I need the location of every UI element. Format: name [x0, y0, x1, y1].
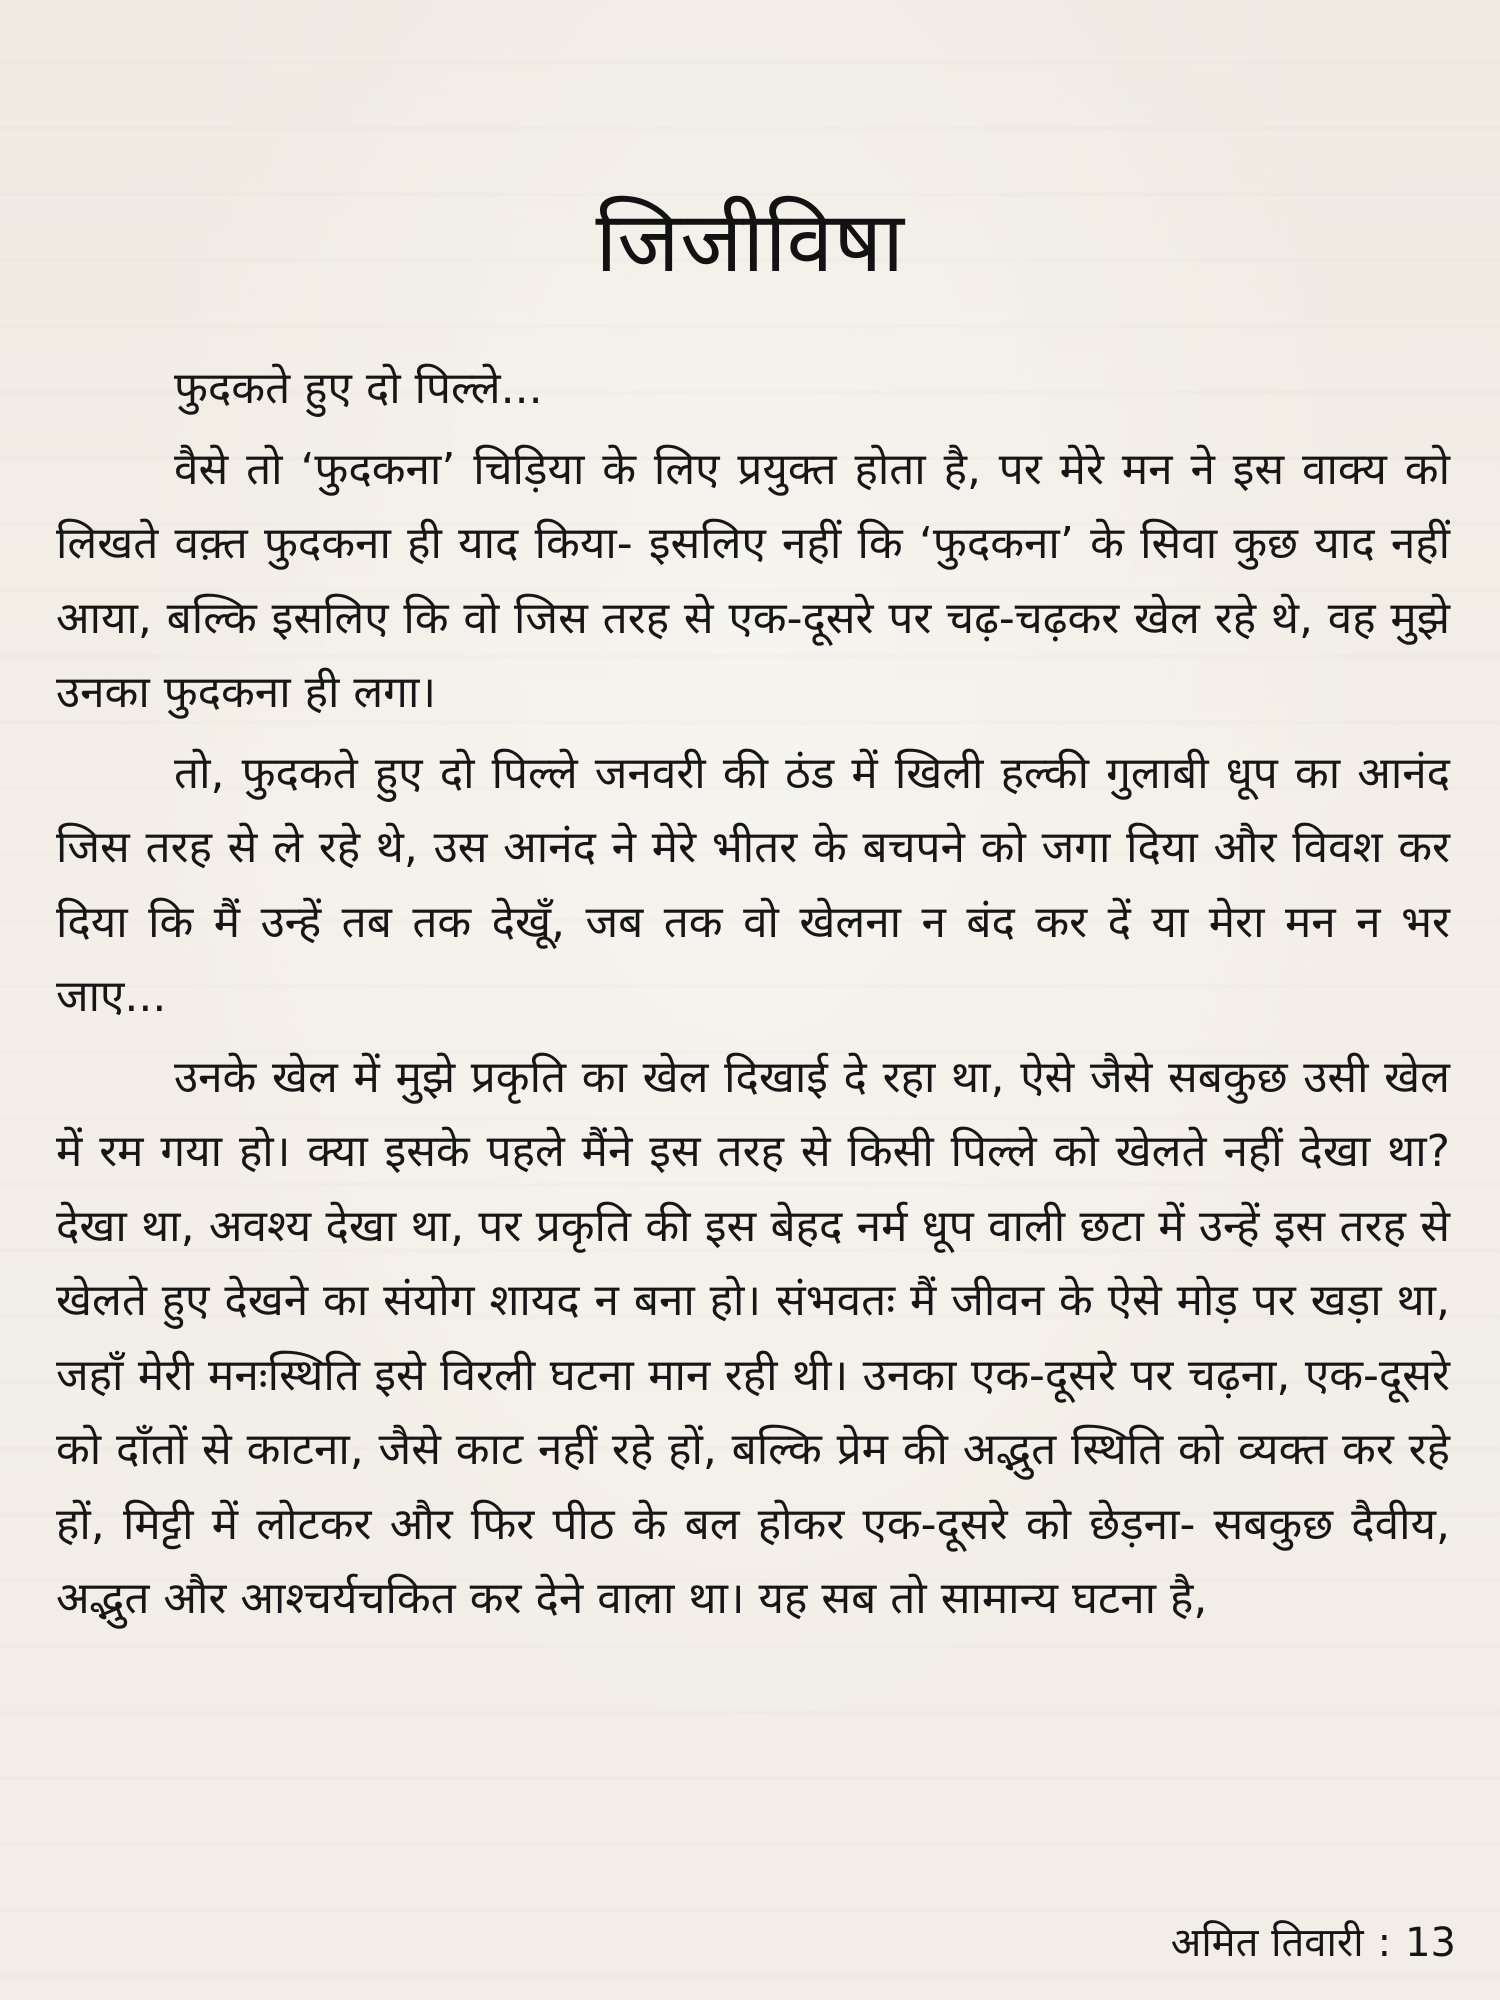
paragraph-2: वैसे तो ‘फुदकना’ चिड़िया के लिए प्रयुक्त होता है, पर मेरे मन ने इस वाक्य को लिखते वक़्त फुदकना ही याद किया- इसलिए नहीं कि ‘फुदकना’ के सिवा कुछ याद नहीं आया, बल्कि इसलिए कि वो जिस तरह से एक-दूसरे पर चढ़-चढ़कर खेल रहे थे, वह मुझे उनका फुदकना ही लगा।: [56, 443, 1450, 718]
chapter-title: जिजीविषा: [595, 193, 905, 292]
paragraph-1: फुदकते हुए दो पिल्ले...: [174, 363, 543, 414]
chapter-body: [56, 352, 1450, 1637]
author-name: अमित तिवारी: [1170, 1920, 1364, 1966]
paragraph-4: उनके खेल में मुझे प्रकृति का खेल दिखाई दे रहा था, ऐसे जैसे सबकुछ उसी खेल में रम गया हो। क्या इसके पहले मैंने इस तरह से किसी पिल्ले को खेलते नहीं देखा था? देखा था, अवश्य देखा था, पर प्रकृति की इस बेहद नर्म धूप वाली छटा में उन्हें इस तरह से खेलते हुए देखने का संयोग शायद न बना हो। संभवतः मैं जीवन के ऐसे मोड़ पर खड़ा था, जहाँ मेरी मनःस्थिति इसे विरली घटना मान रही थी। उनका एक-दूसरे पर चढ़ना, एक-दूसरे को दाँतों से काटना, जैसे काट नहीं रहे हों, बल्कि प्रेम की अद्भुत स्थिति को व्यक्त कर रहे हों, मिट्टी में लोटकर और फिर पीठ के बल होकर एक-दूसरे को छेड़ना- सबकुछ दैवीय, अद्भुत और आश्चर्यचकित कर देने वाला था। यह सब तो सामान्य घटना है,: [56, 1051, 1450, 1624]
page-number: 13: [1405, 1920, 1456, 1966]
page-footer: [1171, 1913, 1456, 1968]
paragraph-3: तो, फुदकते हुए दो पिल्ले जनवरी की ठंड में खिली हल्की गुलाबी धूप का आनंद जिस तरह से ले रहे थे, उस आनंद ने मेरे भीतर के बचपने को जगा दिया और विवश कर दिया कि मैं उन्हें तब तक देखूँ, जब तक वो खेलना न बंद कर दें या मेरा मन न भर जाए...: [56, 747, 1450, 1022]
footer-separator: :: [1377, 1920, 1392, 1966]
